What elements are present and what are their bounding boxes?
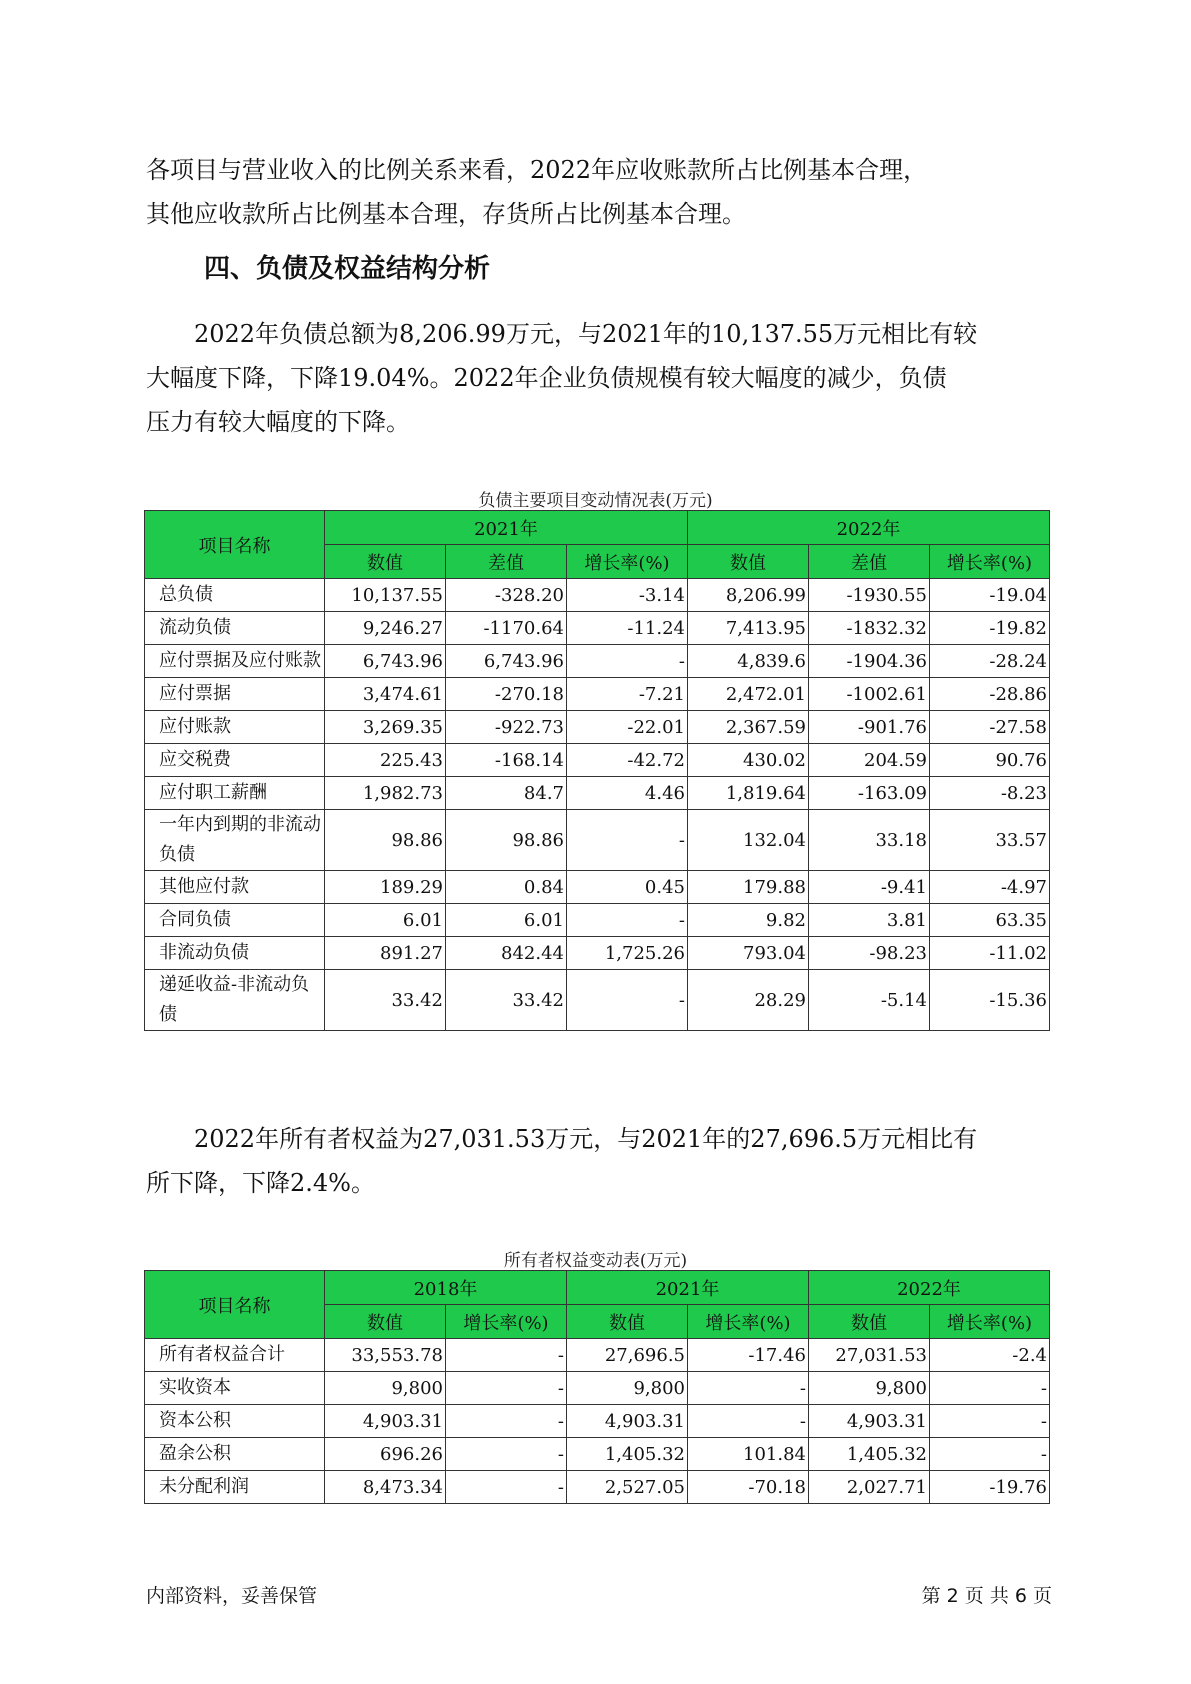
- equity-cell: -70.18: [688, 1471, 809, 1504]
- debt-table-row: [145, 678, 1050, 711]
- debt-row-name: 应付票据: [145, 678, 325, 711]
- debt-cell: -9.41: [809, 871, 930, 904]
- equity-cell: -: [446, 1471, 567, 1504]
- debt-cell: 7,413.95: [688, 612, 809, 645]
- debt-row-name: 总负债: [145, 579, 325, 612]
- equity-cell: 9,800: [567, 1372, 688, 1405]
- debt-cell: -27.58: [930, 711, 1050, 744]
- debt-cell: 225.43: [325, 744, 446, 777]
- debt-cell: -163.09: [809, 777, 930, 810]
- debt-cell: -42.72: [567, 744, 688, 777]
- debt-row-name: 非流动负债: [145, 937, 325, 970]
- debt-cell: 204.59: [809, 744, 930, 777]
- equity-paragraph: [146, 1117, 1051, 1205]
- debt-cell: 189.29: [325, 871, 446, 904]
- debt-cell: 6.01: [325, 904, 446, 937]
- debt-cell: -270.18: [446, 678, 567, 711]
- debt-name-header: 项目名称: [145, 511, 325, 579]
- debt-cell: 4.46: [567, 777, 688, 810]
- debt-cell: 6,743.96: [446, 645, 567, 678]
- debt-table-row: [145, 810, 1050, 871]
- debt-cell: -19.04: [930, 579, 1050, 612]
- equity-cell: 4,903.31: [325, 1405, 446, 1438]
- equity-cell: 696.26: [325, 1438, 446, 1471]
- debt-cell: -: [567, 904, 688, 937]
- equity-cell: 27,031.53: [809, 1339, 930, 1372]
- equity-cell: -: [688, 1372, 809, 1405]
- debt-table-row: [145, 579, 1050, 612]
- debt-cell: 1,819.64: [688, 777, 809, 810]
- section-heading: 四、负债及权益结构分析: [204, 254, 491, 284]
- debt-line: 大幅度下降，下降19.04%。2022年企业负债规模有较大幅度的减少，负债: [146, 364, 947, 392]
- equity-cell: -: [930, 1405, 1050, 1438]
- debt-cell: 3,474.61: [325, 678, 446, 711]
- debt-cell: 90.76: [930, 744, 1050, 777]
- debt-cell: -7.21: [567, 678, 688, 711]
- debt-table-row: [145, 871, 1050, 904]
- debt-cell: -28.86: [930, 678, 1050, 711]
- debt-row-name: 其他应付款: [145, 871, 325, 904]
- debt-table-caption: 负债主要项目变动情况表(万元): [478, 491, 713, 511]
- debt-cell: 891.27: [325, 937, 446, 970]
- debt-table-row: [145, 970, 1050, 1031]
- debt-cell: 8,206.99: [688, 579, 809, 612]
- debt-cell: -8.23: [930, 777, 1050, 810]
- debt-cell: 4,839.6: [688, 645, 809, 678]
- debt-sub-header: 数值: [688, 545, 809, 579]
- equity-cell: -: [446, 1372, 567, 1405]
- equity-cell: 9,800: [809, 1372, 930, 1405]
- debt-cell: -3.14: [567, 579, 688, 612]
- intro-paragraph: [146, 148, 1051, 236]
- equity-cell: 4,903.31: [567, 1405, 688, 1438]
- equity-sub-header: 增长率(%): [446, 1305, 567, 1339]
- equity-table: [144, 1270, 1050, 1504]
- debt-sub-header: 差值: [446, 545, 567, 579]
- equity-table-row: [145, 1372, 1050, 1405]
- debt-row-name: 应付账款: [145, 711, 325, 744]
- equity-table-row: [145, 1405, 1050, 1438]
- equity-year-header: 2018年: [325, 1271, 567, 1305]
- debt-cell: -1002.61: [809, 678, 930, 711]
- intro-line: 各项目与营业收入的比例关系来看，2022年应收账款所占比例基本合理，: [146, 156, 928, 184]
- debt-row-name: 应付职工薪酬: [145, 777, 325, 810]
- equity-row-name: 所有者权益合计: [145, 1339, 325, 1372]
- equity-row-name: 未分配利润: [145, 1471, 325, 1504]
- debt-row-name: 合同负债: [145, 904, 325, 937]
- debt-cell: 33.42: [325, 970, 446, 1031]
- debt-sub-header: 增长率(%): [930, 545, 1050, 579]
- debt-cell: -22.01: [567, 711, 688, 744]
- debt-cell: -: [567, 970, 688, 1031]
- debt-year-header: 2022年: [688, 511, 1050, 545]
- equity-cell: -: [446, 1438, 567, 1471]
- debt-table-row: [145, 711, 1050, 744]
- debt-cell: 1,982.73: [325, 777, 446, 810]
- equity-cell: -17.46: [688, 1339, 809, 1372]
- equity-cell: -2.4: [930, 1339, 1050, 1372]
- debt-cell: 3,269.35: [325, 711, 446, 744]
- debt-cell: -5.14: [809, 970, 930, 1031]
- equity-sub-header: 增长率(%): [688, 1305, 809, 1339]
- equity-cell: 101.84: [688, 1438, 809, 1471]
- debt-cell: 33.42: [446, 970, 567, 1031]
- debt-cell: -328.20: [446, 579, 567, 612]
- equity-cell: -: [930, 1372, 1050, 1405]
- equity-cell: 1,405.32: [567, 1438, 688, 1471]
- debt-cell: -11.02: [930, 937, 1050, 970]
- debt-cell: -4.97: [930, 871, 1050, 904]
- debt-row-name: 一年内到期的非流动负债: [145, 810, 325, 871]
- debt-cell: 84.7: [446, 777, 567, 810]
- equity-cell: 27,696.5: [567, 1339, 688, 1372]
- debt-table-body: [145, 579, 1050, 1031]
- debt-cell: -1904.36: [809, 645, 930, 678]
- debt-sub-header: 差值: [809, 545, 930, 579]
- debt-cell: -: [567, 810, 688, 871]
- equity-row-name: 资本公积: [145, 1405, 325, 1438]
- debt-line: 2022年负债总额为8,206.99万元，与2021年的10,137.55万元相比有较: [194, 320, 978, 348]
- debt-cell: -901.76: [809, 711, 930, 744]
- debt-cell: -28.24: [930, 645, 1050, 678]
- debt-table-row: [145, 645, 1050, 678]
- equity-cell: 1,405.32: [809, 1438, 930, 1471]
- debt-line: 压力有较大幅度的下降。: [146, 408, 410, 436]
- debt-cell: -19.82: [930, 612, 1050, 645]
- equity-sub-header: 数值: [325, 1305, 446, 1339]
- debt-row-name: 递延收益-非流动负债: [145, 970, 325, 1031]
- equity-sub-header: 增长率(%): [930, 1305, 1050, 1339]
- debt-cell: 98.86: [325, 810, 446, 871]
- debt-cell: -1930.55: [809, 579, 930, 612]
- equity-sub-header: 数值: [809, 1305, 930, 1339]
- debt-row-name: 流动负债: [145, 612, 325, 645]
- debt-cell: -15.36: [930, 970, 1050, 1031]
- debt-table-row: [145, 777, 1050, 810]
- equity-cell: 33,553.78: [325, 1339, 446, 1372]
- debt-cell: 9.82: [688, 904, 809, 937]
- equity-table-caption: 所有者权益变动表(万元): [503, 1251, 688, 1271]
- debt-year-header: 2021年: [325, 511, 688, 545]
- debt-sub-header: 增长率(%): [567, 545, 688, 579]
- equity-table-row: [145, 1471, 1050, 1504]
- equity-table-body: [145, 1339, 1050, 1504]
- debt-cell: 179.88: [688, 871, 809, 904]
- debt-paragraph: [146, 312, 1051, 444]
- equity-cell: 2,027.71: [809, 1471, 930, 1504]
- debt-cell: 98.86: [446, 810, 567, 871]
- equity-cell: -19.76: [930, 1471, 1050, 1504]
- equity-cell: -: [446, 1339, 567, 1372]
- debt-cell: 132.04: [688, 810, 809, 871]
- debt-table-row: [145, 937, 1050, 970]
- debt-cell: 430.02: [688, 744, 809, 777]
- debt-cell: -98.23: [809, 937, 930, 970]
- equity-year-header: 2021年: [567, 1271, 809, 1305]
- debt-cell: -922.73: [446, 711, 567, 744]
- equity-sub-header: 数值: [567, 1305, 688, 1339]
- intro-line: 其他应收款所占比例基本合理，存货所占比例基本合理。: [146, 200, 746, 228]
- debt-cell: 6.01: [446, 904, 567, 937]
- debt-table-row: [145, 612, 1050, 645]
- debt-cell: -1832.32: [809, 612, 930, 645]
- debt-cell: 2,367.59: [688, 711, 809, 744]
- debt-cell: 33.18: [809, 810, 930, 871]
- debt-cell: 10,137.55: [325, 579, 446, 612]
- footer-page-number: 第 2 页 共 6 页: [921, 1585, 1052, 1607]
- debt-cell: 0.45: [567, 871, 688, 904]
- equity-row-name: 实收资本: [145, 1372, 325, 1405]
- debt-table-row: [145, 904, 1050, 937]
- debt-cell: 2,472.01: [688, 678, 809, 711]
- equity-row-name: 盈余公积: [145, 1438, 325, 1471]
- equity-cell: 8,473.34: [325, 1471, 446, 1504]
- footer-confidential-note: 内部资料，妥善保管: [146, 1585, 318, 1607]
- equity-cell: -: [930, 1438, 1050, 1471]
- equity-table-row: [145, 1438, 1050, 1471]
- equity-line: 2022年所有者权益为27,031.53万元，与2021年的27,696.5万元相比有: [194, 1125, 978, 1153]
- debt-cell: 3.81: [809, 904, 930, 937]
- debt-cell: 842.44: [446, 937, 567, 970]
- debt-table: [144, 510, 1050, 1031]
- equity-line: 所下降，下降2.4%。: [146, 1169, 375, 1197]
- debt-row-name: 应付票据及应付账款: [145, 645, 325, 678]
- debt-cell: 1,725.26: [567, 937, 688, 970]
- debt-cell: -: [567, 645, 688, 678]
- equity-cell: -: [446, 1405, 567, 1438]
- debt-sub-header: 数值: [325, 545, 446, 579]
- debt-cell: 9,246.27: [325, 612, 446, 645]
- equity-cell: -: [688, 1405, 809, 1438]
- debt-cell: 33.57: [930, 810, 1050, 871]
- debt-cell: 6,743.96: [325, 645, 446, 678]
- equity-cell: 2,527.05: [567, 1471, 688, 1504]
- equity-cell: 9,800: [325, 1372, 446, 1405]
- debt-table-row: [145, 744, 1050, 777]
- debt-cell: 0.84: [446, 871, 567, 904]
- equity-name-header: 项目名称: [145, 1271, 325, 1339]
- equity-table-row: [145, 1339, 1050, 1372]
- debt-cell: 793.04: [688, 937, 809, 970]
- debt-cell: -11.24: [567, 612, 688, 645]
- debt-cell: 63.35: [930, 904, 1050, 937]
- debt-cell: -1170.64: [446, 612, 567, 645]
- debt-cell: -168.14: [446, 744, 567, 777]
- debt-row-name: 应交税费: [145, 744, 325, 777]
- debt-cell: 28.29: [688, 970, 809, 1031]
- equity-year-header: 2022年: [809, 1271, 1050, 1305]
- equity-cell: 4,903.31: [809, 1405, 930, 1438]
